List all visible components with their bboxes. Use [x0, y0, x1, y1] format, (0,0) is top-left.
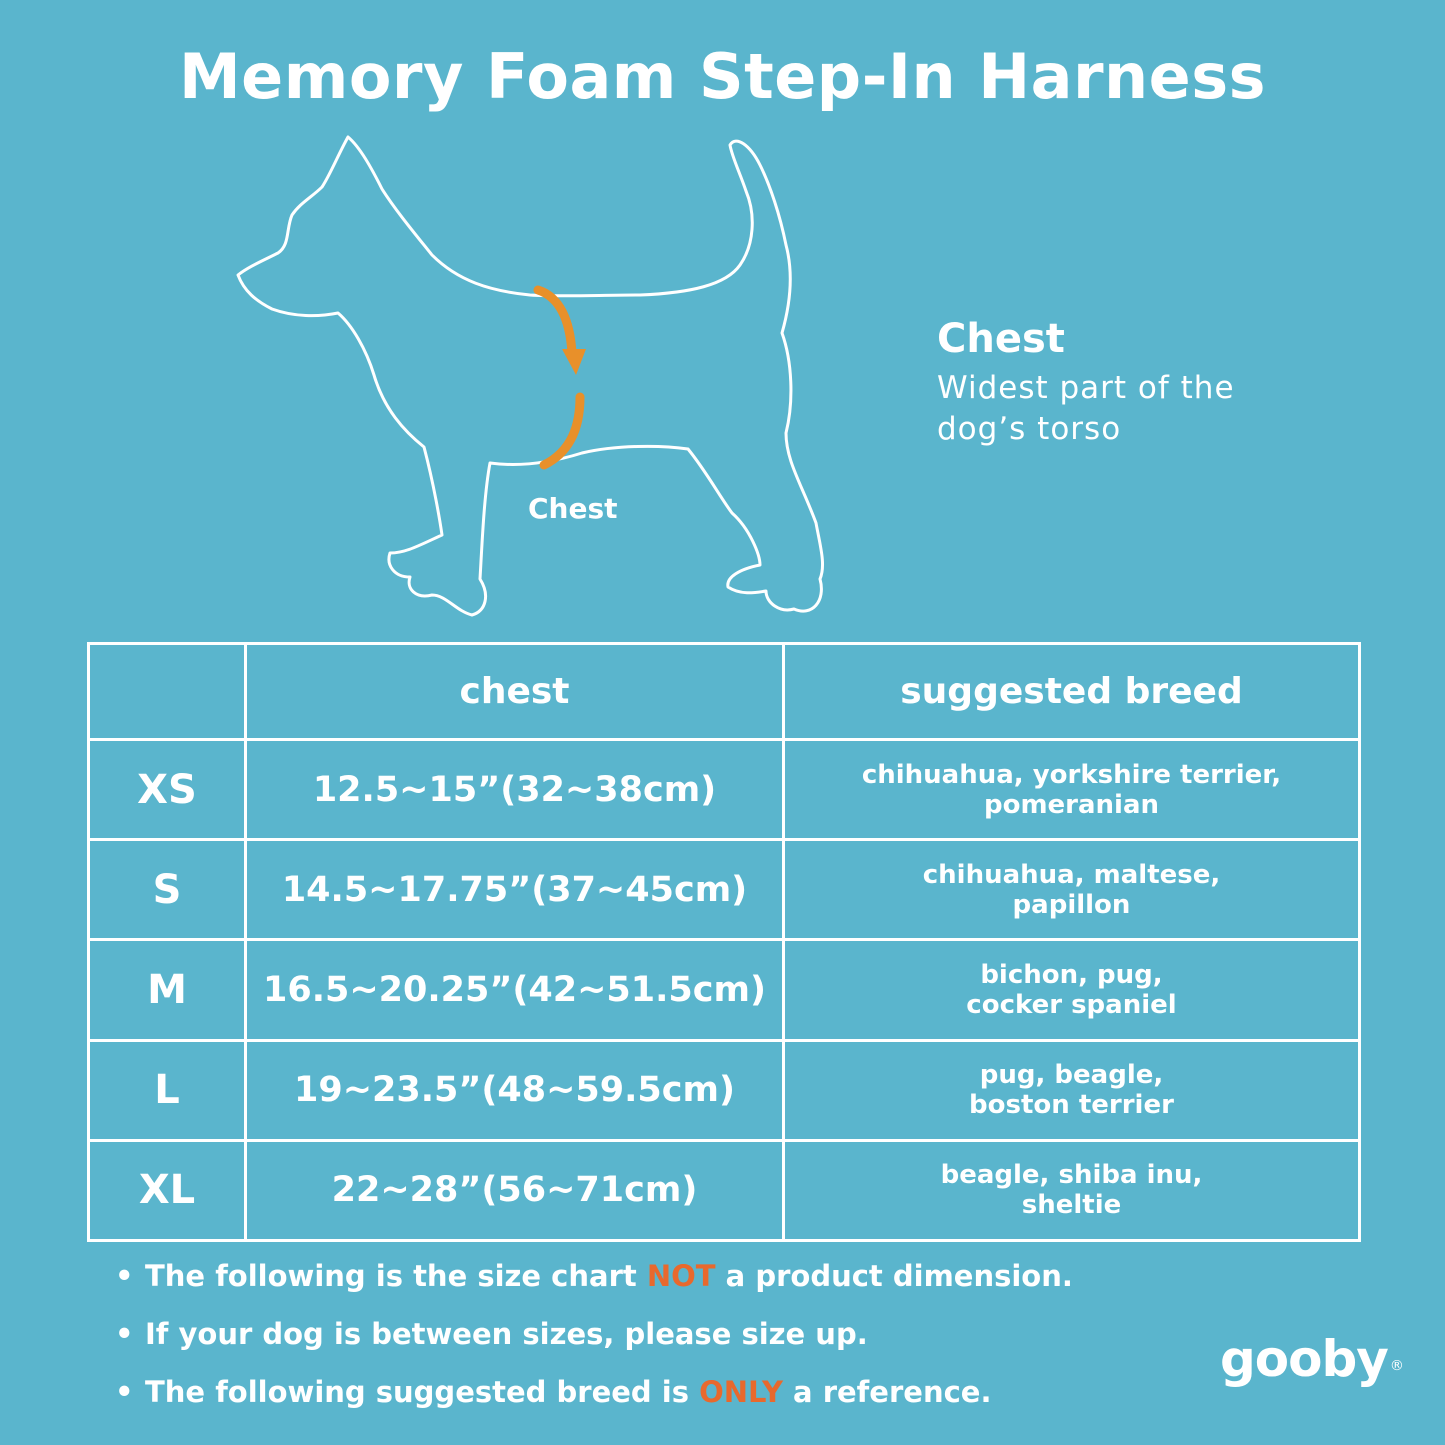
breed-line: cocker spaniel [966, 990, 1177, 1021]
table-row [89, 1040, 1360, 1140]
breed-line: beagle, shiba inu, [940, 1160, 1203, 1191]
measure-desc-line: Widest part of the [937, 370, 1235, 406]
chest-arrow-head [562, 349, 586, 375]
breed-line: bichon, pug, [980, 960, 1163, 991]
page-title: Memory Foam Step-In Harness [178, 40, 1267, 113]
chest-cell: 19~23.5”(48~59.5cm) [246, 1040, 784, 1140]
bullet-icon: • [115, 1259, 134, 1293]
header-breed: suggested breed [784, 644, 1360, 740]
notes-list [115, 1256, 1115, 1430]
bullet-icon: • [115, 1375, 134, 1409]
dog-outline-illustration [220, 125, 860, 635]
chest-cell: 22~28”(56~71cm) [246, 1140, 784, 1240]
note-item [115, 1314, 1115, 1372]
note-text: If your dog is between sizes, please size up. [145, 1317, 868, 1351]
table-row [89, 940, 1360, 1040]
note-item [115, 1372, 1115, 1430]
measure-title: Chest [937, 316, 1065, 362]
breed-line: sheltie [1021, 1190, 1122, 1221]
note-highlight: NOT [646, 1259, 716, 1293]
breed-cell [784, 840, 1360, 940]
brand-logo [1220, 1330, 1404, 1388]
note-item [115, 1256, 1115, 1314]
size-cell: M [89, 940, 246, 1040]
breed-cell [784, 1040, 1360, 1140]
header-chest: chest [246, 644, 784, 740]
table-header-row [89, 644, 1360, 740]
dog-outline [238, 137, 823, 615]
registered-mark: ® [1389, 1357, 1404, 1374]
size-cell: XS [89, 740, 246, 840]
measure-desc-line: dog’s torso [937, 411, 1122, 447]
breed-line: pug, beagle, [979, 1060, 1164, 1091]
breed-line: chihuahua, yorkshire terrier, [861, 759, 1282, 790]
chest-cell: 14.5~17.75”(37~45cm) [246, 840, 784, 940]
note-text: a reference. [782, 1375, 992, 1409]
chest-cell: 16.5~20.25”(42~51.5cm) [246, 940, 784, 1040]
breed-line: chihuahua, maltese, [922, 859, 1221, 890]
header-size [89, 644, 246, 740]
chest-figure-label: Chest [528, 492, 618, 525]
note-highlight: ONLY [699, 1375, 783, 1409]
size-cell: XL [89, 1140, 246, 1240]
size-cell: S [89, 840, 246, 940]
chest-cell: 12.5~15”(32~38cm) [246, 740, 784, 840]
breed-cell [784, 940, 1360, 1040]
table-row [89, 840, 1360, 940]
note-text: a product dimension. [715, 1259, 1073, 1293]
size-chart-table [87, 642, 1361, 1242]
breed-line: boston terrier [969, 1090, 1174, 1121]
bullet-icon: • [115, 1317, 134, 1351]
note-text: The following suggested breed is [145, 1375, 700, 1409]
table-row [89, 1140, 1360, 1240]
chest-measurement-info [937, 316, 1337, 450]
breed-line: papillon [1012, 889, 1131, 920]
breed-cell [784, 1140, 1360, 1240]
brand-name: gooby [1220, 1330, 1388, 1388]
breed-line: pomeranian [983, 789, 1160, 820]
table-row [89, 740, 1360, 840]
chest-arrow-upper [538, 290, 572, 353]
size-cell: L [89, 1040, 246, 1140]
breed-cell [784, 740, 1360, 840]
note-text: The following is the size chart [145, 1259, 647, 1293]
measure-description [937, 368, 1337, 450]
